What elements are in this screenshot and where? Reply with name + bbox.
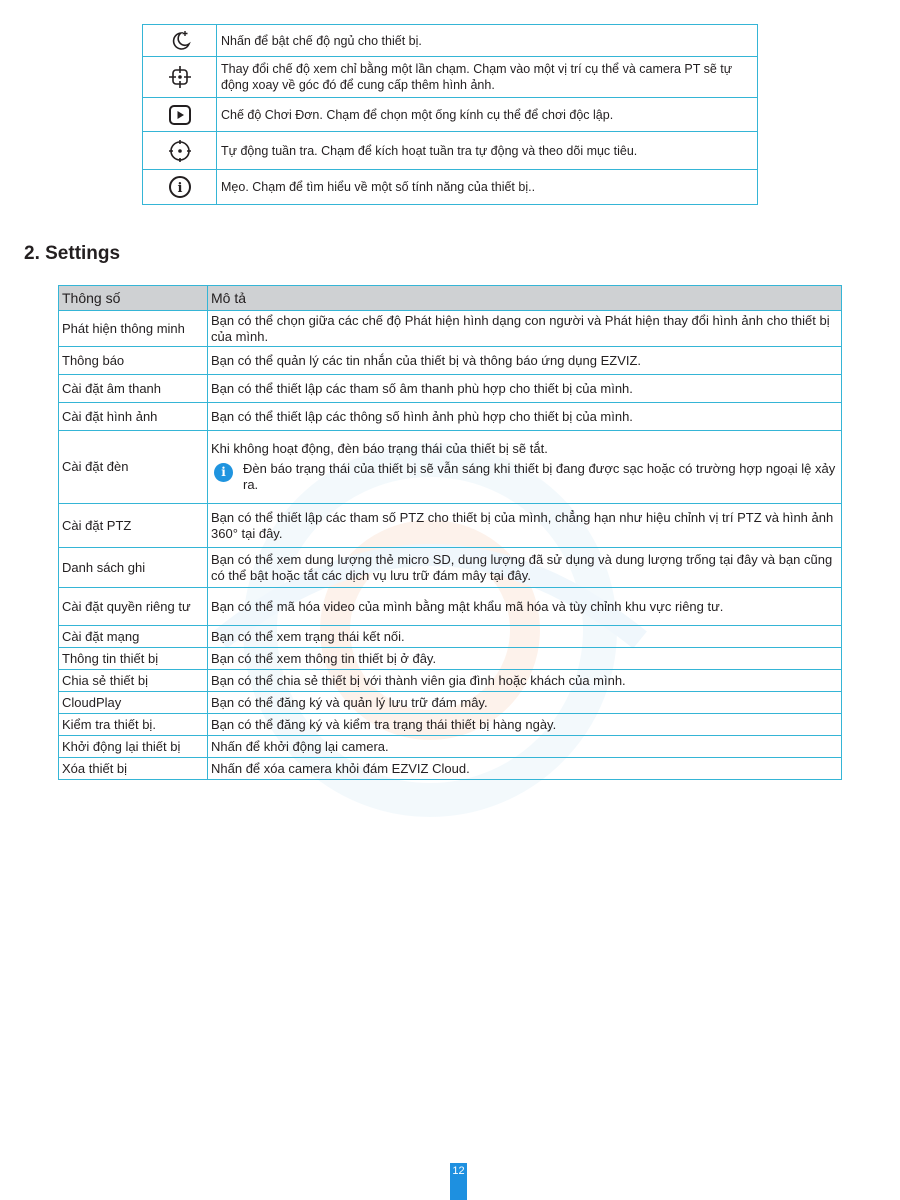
- table-row: [59, 588, 842, 626]
- setting-name: CloudPlay: [59, 692, 208, 714]
- setting-name: Cài đặt âm thanh: [59, 375, 208, 403]
- table-row: [59, 758, 842, 780]
- setting-description: Nhấn để khởi động lại camera.: [208, 736, 842, 758]
- table-row: [59, 311, 842, 347]
- setting-name: Cài đặt hình ảnh: [59, 403, 208, 431]
- setting-description: Khi không hoạt động, đèn báo trạng thái của thiết bị sẽ tắt.: [211, 441, 548, 456]
- table-row: [59, 736, 842, 758]
- icon-description: Tự động tuần tra. Chạm để kích hoạt tuần tra tự động và theo dõi mục tiêu.: [217, 132, 758, 170]
- table-row: [143, 25, 758, 57]
- table-row: [59, 692, 842, 714]
- setting-description: Bạn có thể đăng ký và kiểm tra trạng thái thiết bị hàng ngày.: [208, 714, 842, 736]
- table-row: [59, 431, 842, 504]
- setting-name: Khởi động lại thiết bị: [59, 736, 208, 758]
- setting-description: Nhấn để xóa camera khỏi đám EZVIZ Cloud.: [208, 758, 842, 780]
- table-row: [59, 375, 842, 403]
- section-title: 2. Settings: [24, 243, 121, 264]
- setting-description: Bạn có thể mã hóa video của mình bằng mật khẩu mã hóa và tùy chỉnh khu vực riêng tư.: [208, 588, 842, 626]
- table-row: [143, 170, 758, 205]
- setting-name: Danh sách ghi: [59, 548, 208, 588]
- icon-legend-table: [142, 24, 758, 205]
- setting-description: Bạn có thể đăng ký và quản lý lưu trữ đám mây.: [208, 692, 842, 714]
- setting-name: Kiểm tra thiết bị.: [59, 714, 208, 736]
- setting-description: Bạn có thể xem dung lượng thẻ micro SD, dung lượng đã sử dụng và dung lượng trống tại đây và bạn cũng có thể bật hoặc tắt các dịch vụ lưu trữ đám mây tại đây.: [208, 548, 842, 588]
- table-header-row: [59, 286, 842, 311]
- column-header-desc: Mô tả: [208, 286, 842, 311]
- setting-name: Thông tin thiết bị: [59, 648, 208, 670]
- setting-name: Phát hiện thông minh: [59, 311, 208, 347]
- table-row: [143, 132, 758, 170]
- table-row: [59, 504, 842, 548]
- sleep-mode-icon: [168, 29, 192, 53]
- note-text: Đèn báo trạng thái của thiết bị sẽ vẫn sáng khi thiết bị đang được sạc hoặc có trường hợp ngoại lệ xảy ra.: [243, 461, 836, 492]
- setting-description: Bạn có thể thiết lập các tham số PTZ cho thiết bị của mình, chẳng hạn như hiệu chỉnh vị trí PTZ và hình ảnh 360° tại đây.: [208, 504, 842, 548]
- setting-name: Cài đặt quyền riêng tư: [59, 588, 208, 626]
- table-row: [59, 714, 842, 736]
- icon-description: Mẹo. Chạm để tìm hiểu về một số tính năng của thiết bị..: [217, 170, 758, 205]
- setting-name: Chia sẻ thiết bị: [59, 670, 208, 692]
- info-note-icon: i: [214, 463, 233, 482]
- table-row: [59, 548, 842, 588]
- table-row: [59, 626, 842, 648]
- column-header-param: Thông số: [59, 286, 208, 311]
- icon-description: Chế độ Chơi Đơn. Chạm để chọn một ống kính cụ thể để chơi độc lập.: [217, 98, 758, 132]
- icon-description: Nhấn để bật chế độ ngủ cho thiết bị.: [217, 25, 758, 57]
- page-number: 12: [450, 1163, 467, 1200]
- setting-description: Bạn có thể thiết lập các thông số hình ảnh phù hợp cho thiết bị của mình.: [208, 403, 842, 431]
- table-row: [59, 648, 842, 670]
- setting-description: Bạn có thể xem trạng thái kết nối.: [208, 626, 842, 648]
- setting-description: Bạn có thể quản lý các tin nhắn của thiết bị và thông báo ứng dụng EZVIZ.: [208, 347, 842, 375]
- info-icon: [168, 175, 192, 199]
- icon-description: Thay đổi chế độ xem chỉ bằng một lần chạm. Chạm vào một vị trí cụ thể và camera PT sẽ tự động xoay về góc đó để cung cấp thêm hình ảnh.: [217, 57, 758, 98]
- ptz-view-icon: [168, 65, 192, 89]
- setting-description: Bạn có thể xem thông tin thiết bị ở đây.: [208, 648, 842, 670]
- svg-text:i: i: [177, 181, 182, 196]
- settings-table: [58, 285, 842, 780]
- table-row: [59, 670, 842, 692]
- setting-description: Bạn có thể chia sẻ thiết bị với thành viên gia đình hoặc khách của mình.: [208, 670, 842, 692]
- setting-name: Xóa thiết bị: [59, 758, 208, 780]
- setting-name: Cài đặt mạng: [59, 626, 208, 648]
- table-row: [59, 403, 842, 431]
- setting-name: Thông báo: [59, 347, 208, 375]
- note: [211, 461, 838, 493]
- table-row: [143, 57, 758, 98]
- table-row: [59, 347, 842, 375]
- setting-name: Cài đặt PTZ: [59, 504, 208, 548]
- setting-description: Bạn có thể thiết lập các tham số âm thanh phù hợp cho thiết bị của mình.: [208, 375, 842, 403]
- table-row: [143, 98, 758, 132]
- setting-name: Cài đặt đèn: [59, 431, 208, 504]
- auto-cruise-icon: [168, 139, 192, 163]
- setting-description: Bạn có thể chọn giữa các chế độ Phát hiện hình dạng con người và Phát hiện thay đổi hình ảnh cho thiết bị của mình.: [208, 311, 842, 347]
- play-icon: [168, 103, 192, 127]
